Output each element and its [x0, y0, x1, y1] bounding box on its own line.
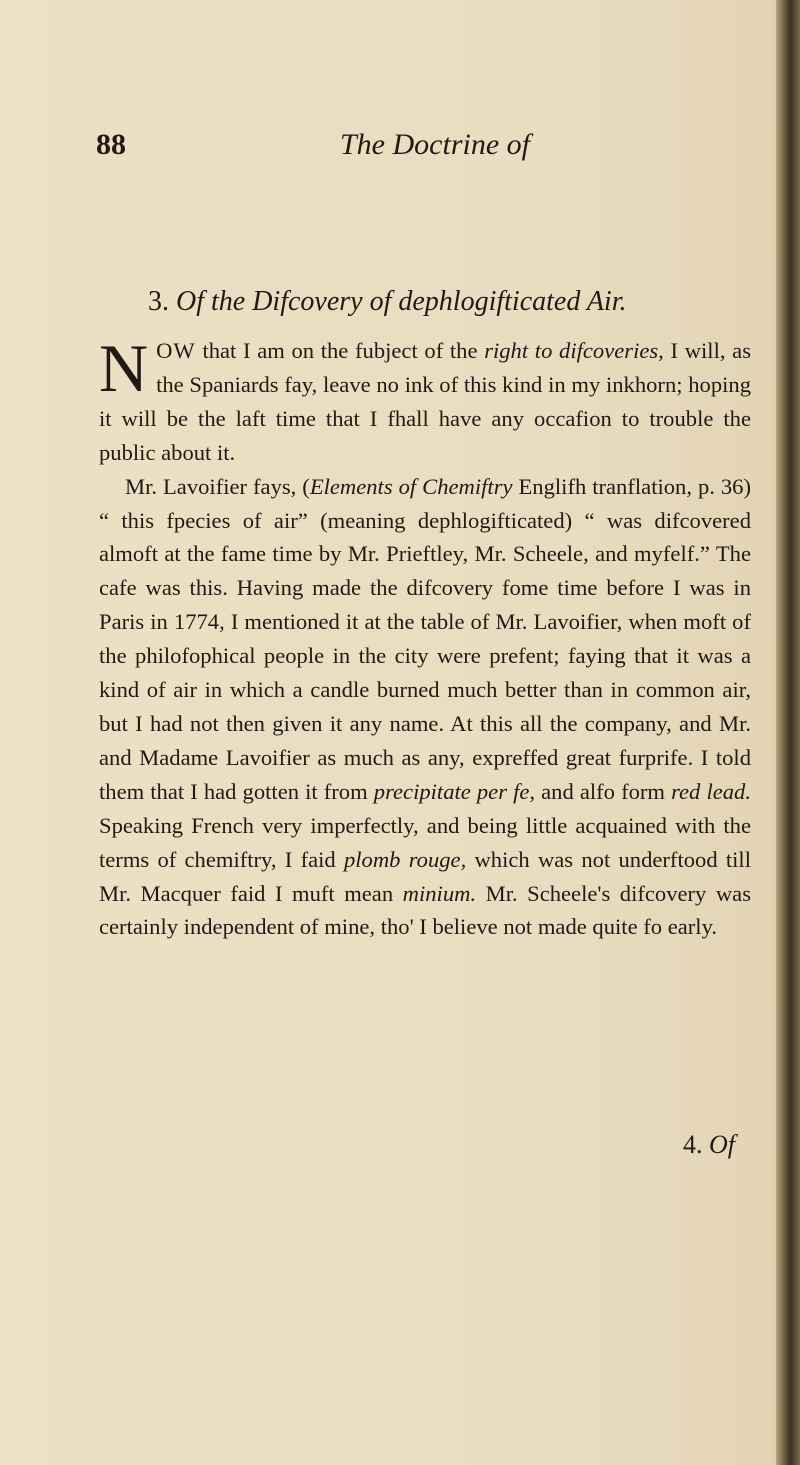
- catchword-number: 4.: [683, 1130, 703, 1159]
- italic-run: precipitate per fe,: [373, 778, 536, 804]
- italic-run: Elements of Chemiftry: [309, 473, 513, 499]
- italic-run: minium.: [402, 880, 477, 906]
- body-text: [99, 330, 751, 944]
- italic-run: right to difcoveries,: [484, 338, 664, 363]
- section-number: 3.: [148, 286, 169, 317]
- page-number: 88: [96, 128, 126, 161]
- text-run: Speaking French very imperfectly, and being little acquained with the terms of chemiftry, I faid: [99, 812, 751, 872]
- lead-word: OW: [156, 338, 196, 363]
- text-run: which was not underftood till Mr. Macquer faid I muft mean: [99, 846, 751, 906]
- italic-run: red lead.: [671, 778, 751, 804]
- page-edge-shadow: [776, 0, 800, 1465]
- section-title-text: Of the Difcovery of dephlogifticated Air.: [176, 286, 627, 317]
- catchword: [683, 1130, 735, 1160]
- italic-run: plomb rouge,: [343, 846, 467, 872]
- text-run: Mr. Scheele's difcovery was certainly independent of mine, tho' I believe not made quite fo early.: [99, 880, 751, 940]
- paragraph-1: [99, 330, 751, 470]
- drop-cap: N: [99, 330, 149, 406]
- catchword-text: Of: [709, 1130, 735, 1159]
- text-run: Mr. Lavoifier fays, (: [125, 473, 310, 499]
- page-header: [96, 128, 696, 168]
- section-title: [148, 286, 627, 318]
- text-run: that I am on the fubject of the: [195, 338, 485, 363]
- paragraph-2: [99, 470, 751, 945]
- text-run: Englifh tranflation, p. 36) “ this fpecies of air” (meaning dephlogifticated) “ was difcovered almoft at the fame time by Mr. Prieftley, Mr. Scheele, and myfelf.” The cafe was this. Having made the difcovery fome time before I was in Paris in 1774, I mentioned it at the table of Mr. Lavoifier, when moft of the philofophical people in the city were prefent; faying that it was a kind of air in which a candle burned much better than in common air, but I had not then given it any name. At this all the company, and Mr. and Madame Lavoifier as much as any, expreffed great furprife. I told them that I had gotten it from: [99, 473, 751, 804]
- running-head: The Doctrine of: [340, 128, 530, 161]
- text-run: I will, as the Spaniards fay, leave no ink of this kind in my inkhorn; hoping it will be the laft time that I fhall have any occafion to trouble the public about it.: [99, 338, 751, 465]
- text-run: and alfo form: [535, 778, 672, 804]
